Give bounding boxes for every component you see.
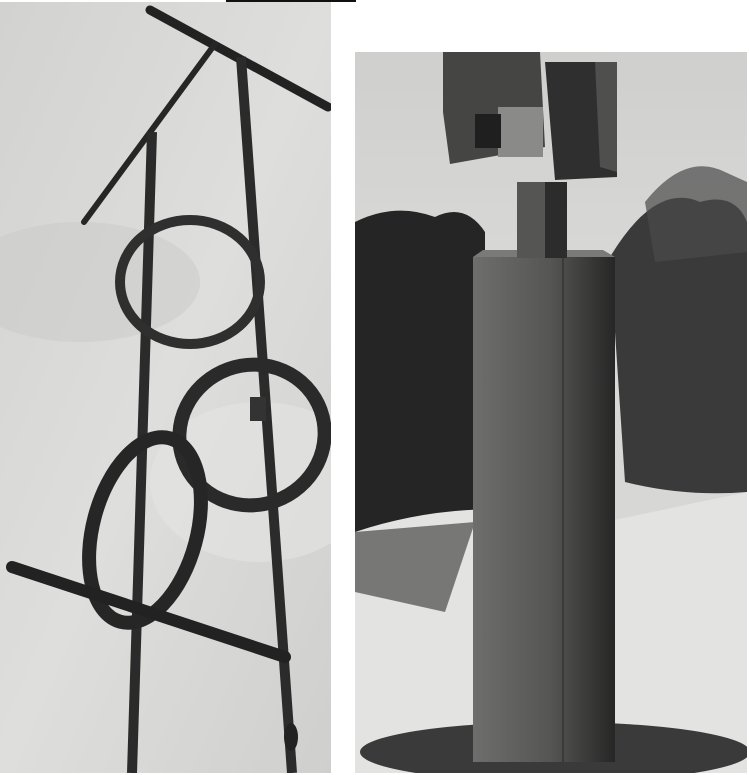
rod-foot <box>284 723 298 751</box>
column-neck-shade <box>545 182 567 258</box>
photo-rods-and-rings <box>0 2 331 773</box>
foliage-left <box>355 211 485 532</box>
head-slot <box>475 114 501 148</box>
head-cube <box>498 107 543 157</box>
photo-iron-column-image <box>355 52 747 773</box>
photo-iron-column <box>355 52 747 773</box>
rod-bracket <box>250 397 266 421</box>
main-column <box>473 257 615 762</box>
photo-rods-and-rings-image <box>0 2 331 773</box>
